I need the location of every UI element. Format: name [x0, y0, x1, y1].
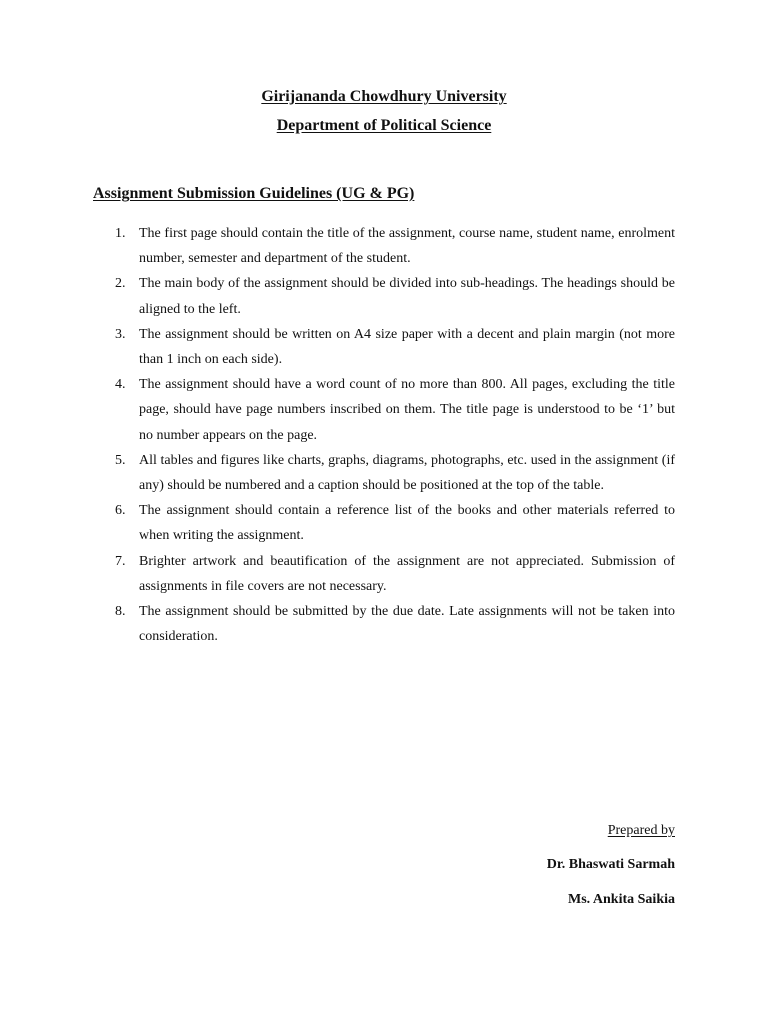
guideline-text: The assignment should contain a reference list of the books and other materials referred to when writing the assignment. — [139, 503, 675, 544]
guideline-text: Brighter artwork and beautification of the assignment are not appreciated. Submission of assignments in file covers are not necessary. — [139, 553, 675, 594]
guideline-text: All tables and figures like charts, graphs, diagrams, photographs, etc. used in the assignment (if any) should be numbered and a caption should be positioned at the top of the table. — [139, 452, 675, 494]
author-name: Dr. Bhaswati Sarmah — [546, 857, 675, 872]
guideline-number: 3. — [115, 326, 126, 342]
guideline-number: 8. — [115, 604, 126, 620]
guideline-text: The assignment should be written on A4 size paper with a decent and plain margin (not more than 1 inch on each side). — [139, 326, 675, 368]
guideline-number: 6. — [115, 503, 126, 519]
guideline-number: 1. — [115, 226, 126, 241]
guideline-text: The assignment should have a word count of no more than 800. All pages, excluding the title page, should have page numbers inscribed on them. The title page is understood to be ‘1’ but no number appears on the page. — [139, 377, 675, 443]
department-title: Department of Political Science — [276, 117, 492, 134]
guideline-text: The first page should contain the title of the assignment, course name, student name, enrolment number, semester and department of the student. — [139, 226, 675, 267]
guideline-item — [110, 271, 675, 321]
guideline-text: The main body of the assignment should be divided into sub-headings. The headings should be aligned to the left. — [139, 276, 675, 317]
guideline-text: The assignment should be submitted by the due date. Late assignments will not be taken into consideration. — [139, 604, 675, 645]
guideline-item — [110, 221, 675, 271]
guideline-item — [110, 448, 675, 498]
author-name: Ms. Ankita Saikia — [568, 892, 675, 907]
guideline-number: 2. — [115, 276, 126, 292]
section-heading: Assignment Submission Guidelines (UG & PG) — [93, 185, 415, 202]
prepared-by-label: Prepared by — [607, 823, 675, 838]
guideline-item — [110, 549, 675, 599]
guideline-item — [110, 372, 675, 448]
guideline-number: 4. — [115, 377, 126, 393]
guideline-item — [110, 599, 675, 649]
guidelines-list — [110, 221, 675, 649]
guideline-number: 5. — [115, 452, 126, 468]
university-title: Girijananda Chowdhury University — [261, 88, 507, 105]
guideline-number: 7. — [115, 553, 126, 569]
guideline-item — [110, 322, 675, 372]
guideline-item — [110, 498, 675, 548]
